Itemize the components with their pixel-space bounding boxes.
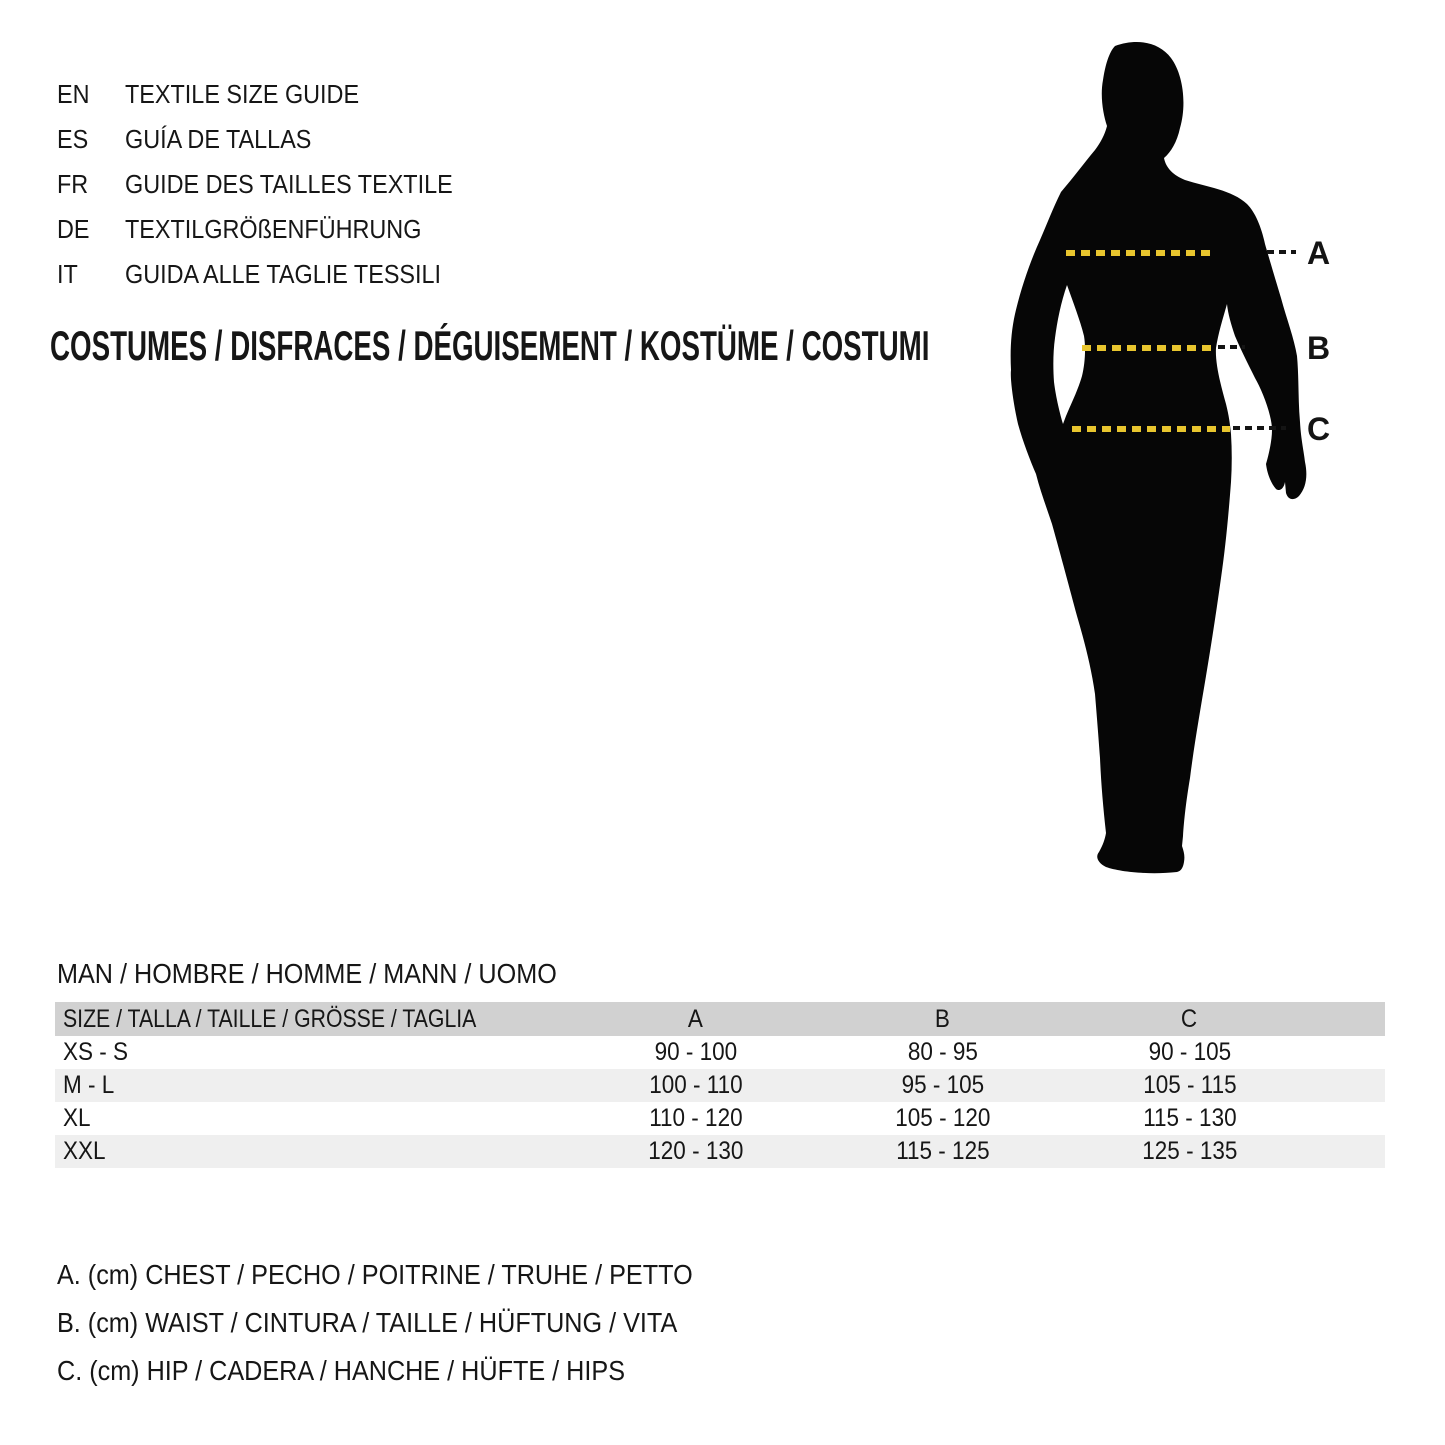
language-title-es: GUÍA DE TALLAS — [125, 124, 312, 154]
category-title: COSTUMES / DISFRACES / DÉGUISEMENT / KOSTÜME / COSTUMI — [50, 322, 930, 369]
language-title-it: GUIDA ALLE TAGLIE TESSILI — [125, 259, 442, 289]
value-cell-b: 115 - 125 — [895, 1137, 990, 1165]
man-silhouette — [1011, 42, 1307, 873]
value-cell-b: 95 - 105 — [901, 1071, 984, 1099]
size-table — [55, 1002, 1385, 1168]
size-cell: XL — [63, 1104, 91, 1132]
size-cell: XS - S — [63, 1038, 129, 1066]
table-row-xs-s — [55, 1036, 1385, 1069]
value-cell-c: 105 - 115 — [1142, 1071, 1237, 1099]
language-title-list — [57, 72, 489, 297]
language-row-fr — [57, 162, 489, 207]
language-row-es — [57, 117, 489, 162]
column-header-c: C — [1181, 1004, 1198, 1033]
table-row-xl — [55, 1102, 1385, 1135]
value-cell-c: 115 - 130 — [1142, 1104, 1237, 1132]
language-row-it — [57, 252, 489, 297]
legend-item-chest: A. (cm) CHEST / PECHO / POITRINE / TRUHE / PETTO — [57, 1259, 693, 1290]
man-measurement-figure — [985, 30, 1405, 910]
language-row-en — [57, 72, 489, 117]
language-code-fr: FR — [57, 169, 89, 199]
measure-label-b: B — [1307, 330, 1331, 366]
value-cell-a: 110 - 120 — [648, 1104, 743, 1132]
section-heading-man: MAN / HOMBRE / HOMME / MANN / UOMO — [57, 958, 557, 989]
legend-item-hip: C. (cm) HIP / CADERA / HANCHE / HÜFTE / HIPS — [57, 1355, 625, 1386]
legend-item-waist: B. (cm) WAIST / CINTURA / TAILLE / HÜFTUNG / VITA — [57, 1307, 678, 1338]
size-cell: M - L — [63, 1071, 115, 1099]
language-title-de: TEXTILGRÖßENFÜHRUNG — [125, 214, 422, 244]
measurement-legend — [57, 1251, 763, 1395]
value-cell-b: 105 - 120 — [894, 1104, 991, 1132]
language-code-it: IT — [57, 259, 78, 289]
language-row-de — [57, 207, 489, 252]
column-header-a: A — [687, 1004, 704, 1033]
value-cell-b: 80 - 95 — [907, 1038, 978, 1066]
measure-label-c: C — [1307, 411, 1331, 447]
value-cell-a: 100 - 110 — [648, 1071, 743, 1099]
value-cell-c: 90 - 105 — [1148, 1038, 1231, 1066]
table-row-xxl — [55, 1135, 1385, 1168]
language-code-en: EN — [57, 79, 90, 109]
table-row-m-l — [55, 1069, 1385, 1102]
measure-label-a: A — [1307, 235, 1331, 271]
value-cell-c: 125 - 135 — [1141, 1137, 1238, 1165]
language-code-es: ES — [57, 124, 89, 154]
value-cell-a: 120 - 130 — [647, 1137, 744, 1165]
language-title-fr: GUIDE DES TAILLES TEXTILE — [125, 169, 453, 199]
value-cell-a: 90 - 100 — [654, 1038, 737, 1066]
size-cell: XXL — [63, 1137, 106, 1165]
language-code-de: DE — [57, 214, 90, 244]
language-title-en: TEXTILE SIZE GUIDE — [125, 79, 360, 109]
size-column-header: SIZE / TALLA / TAILLE / GRÖSSE / TAGLIA — [63, 1004, 477, 1033]
size-table-header-row — [55, 1002, 1385, 1036]
column-header-b: B — [934, 1004, 951, 1033]
